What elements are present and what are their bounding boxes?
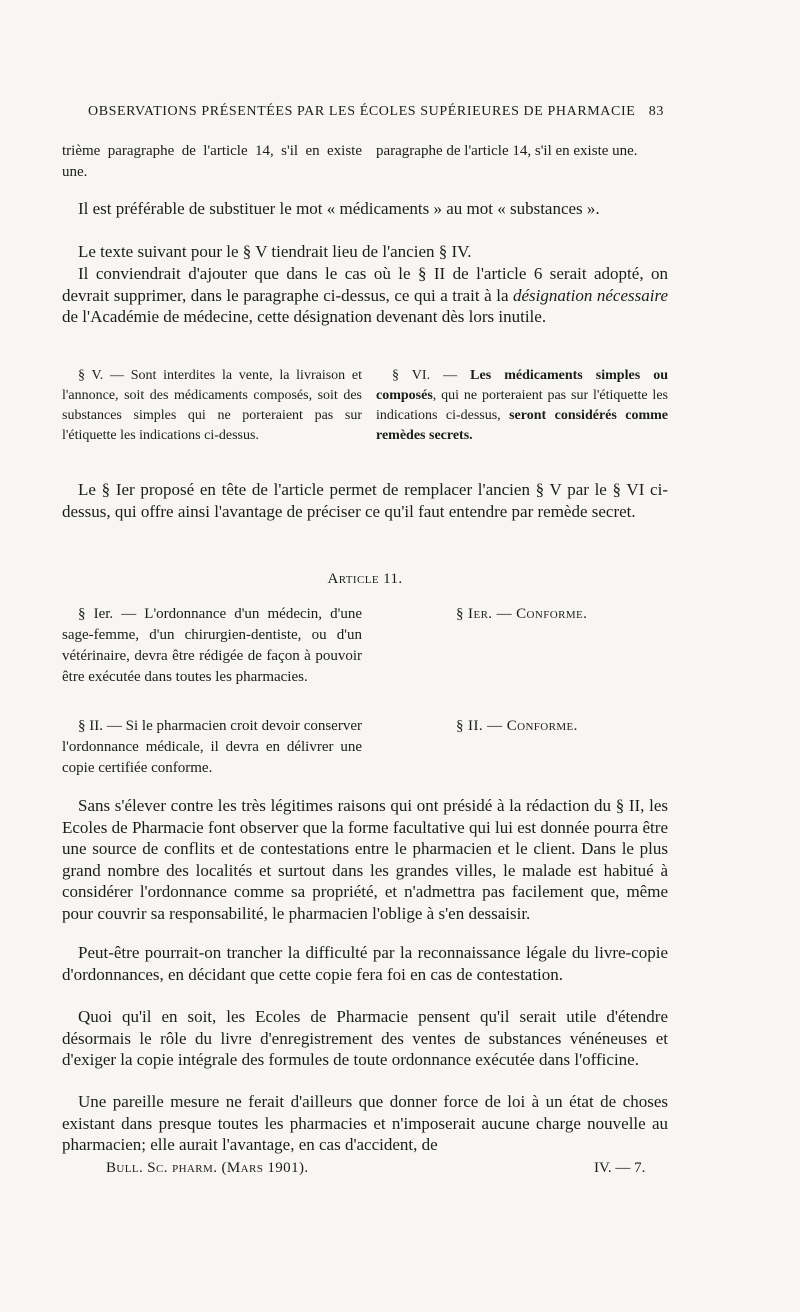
section-vi-bold-1: Les médicaments simples ou composés	[376, 368, 668, 403]
article11-s1-right	[456, 604, 668, 625]
paragraph-le-ier: Le § Ier proposé en tête de l'article permet de remplacer l'ancien § V par le § VI ci-dessus, qui offre ainsi l'avantage de préciser ce qu'il faut entendre par remède secret.	[62, 480, 668, 521]
paragraph-conviendrait-text: Il conviendrait d'ajouter que dans le cas où le § II de l'article 6 serait adopté, on devrait supprimer, dans le paragraphe ci-dessus, ce qui a trait à la	[62, 264, 668, 305]
article11-s2-left: § II. — Si le pharmacien croit devoir conserver l'ordonnance médicale, il devra en délivrer une copie certifiée conforme.	[62, 718, 362, 776]
paragraph-peut-etre: Peut-être pourrait-on trancher la difficulté par la reconnaissance légale du livre-copie d'ordonnances, en décidant que cette copie fera foi en cas de contestation.	[62, 943, 668, 984]
article11-s2-right	[456, 716, 668, 737]
italic-designation: désignation nécessaire	[513, 285, 668, 305]
paragraph-substituer: Il est préférable de substituer le mot « médicaments » au mot « substances ».	[78, 199, 600, 218]
article11-s2-right-text: § II. — Conforme.	[456, 718, 578, 734]
paragraph-une-pareille: Une pareille mesure ne ferait d'ailleurs que donner force de loi à un état de choses existant dans presque toutes les pharmacies et n'imposerait aucune charge nouvelle au pharmacien; elle aurait l'avantage, en cas d'accident, de	[62, 1092, 668, 1154]
section-vi-bold-2: seront considérés comme remèdes secrets.	[376, 408, 668, 443]
paragraph-conviendrait-end: de l'Académie de médecine, cette désignation devenant dès lors inutile.	[62, 307, 547, 326]
header-title: OBSERVATIONS PRÉSENTÉES PAR LES ÉCOLES SUPÉRIEURES DE PHARMACIE	[88, 104, 636, 119]
paragraph-quoi-qu-il: Quoi qu'il en soit, les Ecoles de Pharmacie pensent qu'il serait utile d'étendre désormais le rôle du livre d'enregistrement des ventes de substances vénéneuses et d'exiger la copie intégrale des formules de toute ordonnance exécutée dans l'officine.	[62, 1007, 668, 1069]
page-number: 83	[648, 104, 664, 119]
section-vi-right	[376, 366, 668, 446]
section-vi-mid: , qui ne porteraient pas sur l'étiquette les indications ci-dessus,	[376, 388, 668, 423]
article11-s1-right-text: § Ier. — Conforme.	[456, 606, 588, 622]
section-vi-lead: § VI. —	[392, 368, 471, 383]
footer-journal: Bull. Sc. pharm. (Mars 1901).	[106, 1160, 309, 1176]
article11-s1-left: § Ier. — L'ordonnance d'un médecin, d'une sage-femme, d'un chirurgien-dentiste, ou d'un vétérinaire, devra être rédigée de façon à pouvoir être exécutée dans toutes les pharmacies.	[62, 606, 362, 685]
top-left-text: trième paragraphe de l'article 14, s'il en existe une.	[62, 143, 362, 180]
article-heading: Article 11.	[327, 571, 403, 587]
paragraph-texte-suivant: Le texte suivant pour le § V tiendrait lieu de l'ancien § IV.	[78, 242, 472, 261]
top-right-text: paragraphe de l'article 14, s'il en existe une.	[376, 143, 638, 159]
paragraph-conviendrait	[62, 263, 668, 328]
section-v-left: § V. — Sont interdites la vente, la livraison et l'annonce, soit des médicaments composés, soit des substances simples qui ne porteraient pas sur l'étiquette les indications ci-dessus.	[62, 368, 362, 443]
footer-signature: IV. — 7.	[594, 1160, 646, 1176]
paragraph-sans-s-elever: Sans s'élever contre les très légitimes raisons qui ont présidé à la rédaction du § II, les Ecoles de Pharmacie font observer que la forme facultative qui lui est donnée pourra être une source de conflits et de contestations entre le pharmacien et le client. Dans le plus grand nombre des localités et surtout dans les grandes villes, le malade est habitué à considérer l'ordonnance comme sa propriété, et n'admettra pas facilement que, même pour couvrir sa responsabilité, le pharmacien l'oblige à s'en dessaisir.	[62, 796, 668, 923]
